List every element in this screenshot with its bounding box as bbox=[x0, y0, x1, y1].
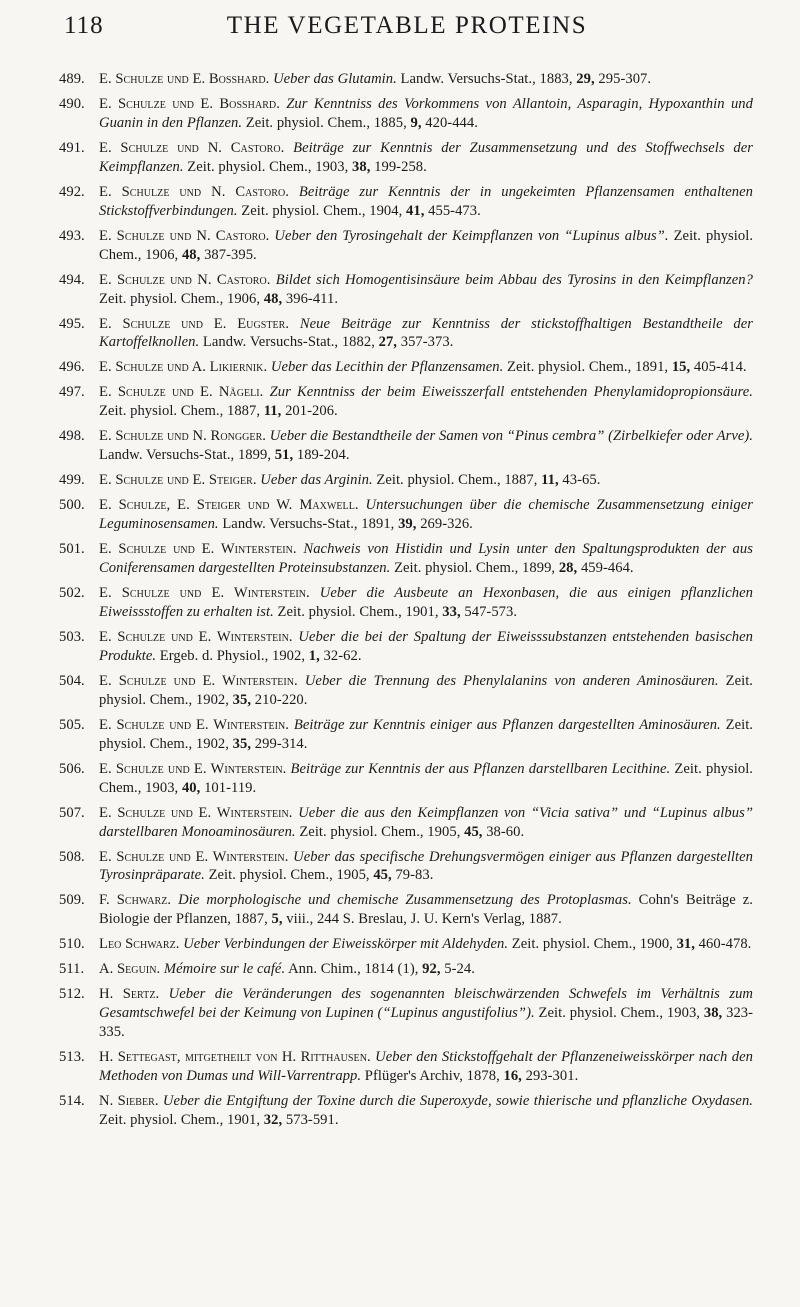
reference-source: Zeit. physiol. Chem., 1887, bbox=[99, 403, 261, 420]
reference-title: Ueber das Glutamin. bbox=[273, 71, 397, 87]
reference-volume: 33, bbox=[442, 603, 461, 620]
reference-source: Zeit. physiol. Chem., 1905, bbox=[299, 823, 461, 840]
reference-entry bbox=[59, 315, 753, 353]
reference-number: 509. bbox=[59, 892, 85, 909]
reference-source: Landw. Versuchs-Stat., 1891, bbox=[222, 516, 395, 533]
reference-source: Zeit. physiol. Chem., 1900, bbox=[511, 936, 673, 953]
reference-pages: 38-60. bbox=[486, 823, 525, 840]
reference-entry bbox=[59, 183, 753, 221]
reference-number: 503. bbox=[59, 628, 85, 645]
reference-title: Ueber den Tyrosingehalt der Keimpflanzen von “Lupinus albus”. bbox=[274, 227, 669, 244]
reference-source: Zeit. physiol. Chem., 1905, bbox=[208, 867, 370, 884]
reference-authors: E. Schulze und E. Winterstein. bbox=[99, 760, 287, 777]
reference-pages: 293-301. bbox=[525, 1068, 579, 1085]
reference-entry bbox=[59, 848, 753, 886]
reference-entry bbox=[59, 891, 753, 929]
reference-authors: E. Schulze und N. Castoro. bbox=[99, 227, 270, 244]
reference-authors: E. Schulze und E. Nägeli. bbox=[99, 384, 264, 401]
reference-entry bbox=[59, 584, 753, 622]
reference-entry bbox=[59, 628, 753, 666]
reference-number: 513. bbox=[59, 1049, 85, 1066]
reference-pages: 420-444. bbox=[425, 114, 478, 131]
reference-entry bbox=[59, 95, 753, 133]
reference-title: Beiträge zur Kenntnis der aus Pflanzen darstellbaren Lecithine. bbox=[290, 760, 671, 777]
reference-volume: 16, bbox=[503, 1068, 522, 1085]
reference-number: 491. bbox=[59, 139, 85, 156]
reference-pages: 201-206. bbox=[285, 403, 338, 420]
reference-list bbox=[59, 70, 753, 1136]
reference-source: Zeit. physiol. Chem., 1904, bbox=[241, 202, 403, 219]
reference-source: Zeit. physiol. Chem., 1901, bbox=[99, 1111, 261, 1128]
reference-title: Ueber die Trennung des Phenylalanins von anderen Aminosäuren. bbox=[304, 672, 719, 689]
reference-title: Ueber das Arginin. bbox=[260, 472, 373, 489]
reference-number: 493. bbox=[59, 227, 85, 244]
reference-authors: E. Schulze und N. Castoro. bbox=[99, 183, 289, 200]
reference-volume: 92, bbox=[422, 961, 441, 978]
reference-number: 490. bbox=[59, 96, 85, 112]
reference-source: Zeit. physiol. Chem., 1887, bbox=[376, 472, 538, 489]
reference-title: Neue Beiträge zur Kenntniss der stickstoffhaltigen Bestandtheile der Kartoffelknollen. bbox=[99, 315, 753, 351]
reference-authors: N. Sieber. bbox=[99, 1093, 159, 1110]
reference-pages: 43-65. bbox=[562, 472, 601, 489]
reference-source: Zeit. physiol. Chem., 1899, bbox=[394, 560, 556, 577]
reference-number: 495. bbox=[59, 315, 85, 332]
reference-entry bbox=[59, 540, 753, 578]
reference-volume: 27, bbox=[378, 334, 398, 351]
reference-title: Untersuchungen über die chemische Zusammensetzung einiger Leguminosensamen. bbox=[99, 497, 753, 533]
reference-number: 492. bbox=[59, 183, 85, 200]
reference-source: Zeit. physiol. Chem., 1902, bbox=[99, 672, 754, 708]
reference-volume: 35, bbox=[232, 691, 252, 708]
reference-entry bbox=[59, 960, 753, 979]
reference-number: 504. bbox=[59, 672, 85, 689]
reference-source: Landw. Versuchs-Stat., 1899, bbox=[99, 447, 272, 464]
reference-title: Bildet sich Homogentisinsäure beim Abbau des Tyrosins in den Keimpflanzen? bbox=[275, 271, 753, 288]
reference-volume: 1, bbox=[308, 647, 320, 664]
reference-pages: 101-119. bbox=[204, 779, 257, 796]
reference-pages: 79-83. bbox=[395, 867, 434, 884]
page-header bbox=[64, 12, 750, 52]
reference-entry bbox=[59, 935, 753, 954]
reference-volume: 38, bbox=[352, 158, 371, 175]
reference-authors: E. Schulze und E. Winterstein. bbox=[99, 716, 289, 733]
reference-number: 502. bbox=[59, 585, 85, 602]
reference-authors: E. Schulze und E. Winterstein. bbox=[99, 848, 289, 865]
reference-number: 497. bbox=[59, 384, 85, 401]
reference-pages: 189-204. bbox=[296, 447, 350, 464]
reference-title: Ueber das specifische Drehungsvermögen einiger aus Pflanzen dargestellten Tyrosinpräparate. bbox=[99, 848, 754, 884]
reference-title: Ueber Verbindungen der Eiweisskörper mit Aldehyden. bbox=[183, 936, 509, 953]
reference-entry bbox=[59, 672, 753, 710]
reference-number: 500. bbox=[59, 497, 85, 514]
reference-source: Zeit. physiol. Chem., 1891, bbox=[507, 359, 669, 376]
reference-entry bbox=[59, 1048, 753, 1086]
reference-volume: 11, bbox=[541, 472, 559, 489]
reference-volume: 31, bbox=[676, 936, 695, 953]
reference-entry bbox=[59, 496, 753, 534]
reference-volume: 39, bbox=[398, 516, 417, 533]
reference-source: Landw. Versuchs-Stat., 1883, bbox=[400, 71, 573, 87]
reference-authors: Leo Schwarz. bbox=[99, 936, 180, 953]
reference-authors: E. Schulze und E. Bosshard. bbox=[99, 96, 280, 112]
reference-entry bbox=[59, 383, 753, 421]
reference-authors: E. Schulze und E. Winterstein. bbox=[99, 585, 310, 602]
reference-authors: F. Schwarz. bbox=[99, 892, 172, 909]
reference-volume: 32, bbox=[263, 1111, 283, 1128]
reference-number: 511. bbox=[59, 961, 85, 978]
reference-source: Zeit. physiol. Chem., 1902, bbox=[99, 716, 754, 752]
reference-title: Ueber die Entgiftung der Toxine durch die Superoxyde, sowie thierische und pflanzliche Oxydasen. bbox=[162, 1093, 753, 1110]
reference-volume: 28, bbox=[558, 560, 578, 577]
reference-pages: 455-473. bbox=[428, 202, 481, 219]
reference-title: Beiträge zur Kenntnis der Zusammensetzung und des Stoffwechsels der Keimpflanzen. bbox=[99, 139, 753, 175]
reference-source: Zeit. physiol. Chem., 1885, bbox=[245, 114, 407, 131]
reference-volume: 45, bbox=[373, 867, 392, 884]
reference-authors: E. Schulze und E. Bosshard. bbox=[99, 71, 270, 87]
reference-volume: 45, bbox=[464, 823, 483, 840]
reference-title: Ueber die Ausbeute an Hexonbasen, die aus einigen pflanzlichen Eiweissstoffen zu erhalten ist. bbox=[99, 585, 753, 620]
page-number: 118 bbox=[64, 12, 104, 39]
reference-volume: 29, bbox=[576, 71, 595, 87]
reference-authors: E. Schulze und N. Castoro. bbox=[99, 139, 285, 156]
reference-number: 494. bbox=[59, 271, 85, 288]
reference-volume: 40, bbox=[181, 779, 201, 796]
reference-pages: 357-373. bbox=[400, 334, 454, 351]
reference-pages: 460-478. bbox=[698, 936, 752, 953]
reference-source: Landw. Versuchs-Stat., 1882, bbox=[202, 334, 375, 351]
reference-entry bbox=[59, 1092, 753, 1130]
reference-title: Ueber den Stickstoffgehalt der Pflanzeneiweisskörper nach den Methoden von Dumas und Will-Varrentrapp. bbox=[99, 1049, 753, 1085]
reference-entry bbox=[59, 227, 753, 265]
reference-pages: 323-335. bbox=[99, 1005, 754, 1041]
reference-pages: 295-307. bbox=[598, 71, 652, 87]
reference-number: 489. bbox=[59, 71, 85, 87]
reference-pages: 405-414. bbox=[693, 359, 747, 376]
reference-entry bbox=[59, 427, 753, 465]
reference-number: 501. bbox=[59, 541, 85, 558]
reference-title: Ueber die Veränderungen des sogenannten bleischwärzenden Schwefels im Verhältnis zum Gesamtschwefel bei der Keimung von Lupinen (“Lupinus angustifolius”). bbox=[99, 986, 754, 1022]
reference-title: Zur Kenntniss des Vorkommens von Allantoin, Asparagin, Hypoxanthin und Guanin in den Pflanzen. bbox=[99, 96, 753, 131]
reference-pages: 5-24. bbox=[444, 961, 475, 978]
reference-volume: 35, bbox=[232, 735, 252, 752]
reference-pages: viii., 244 S. Breslau, J. U. Kern's Verlag, 1887. bbox=[286, 911, 562, 928]
reference-title: Die morphologische und chemische Zusammensetzung des Protoplasmas. bbox=[178, 892, 632, 909]
reference-volume: 15, bbox=[671, 359, 691, 376]
reference-authors: E. Schulze und N. Castoro. bbox=[99, 271, 271, 288]
reference-authors: E. Schulze und E. Winterstein. bbox=[99, 804, 293, 821]
reference-entry bbox=[59, 804, 753, 842]
reference-title: Ueber die Bestandtheile der Samen von “Pinus cembra” (Zirbelkiefer oder Arve). bbox=[269, 428, 753, 445]
reference-source: Zeit. physiol. Chem., 1903, bbox=[538, 1005, 700, 1022]
reference-source: Pflüger's Archiv, 1878, bbox=[364, 1068, 500, 1085]
reference-authors: H. Settegast, mitgetheilt von H. Ritthausen. bbox=[99, 1049, 371, 1066]
reference-number: 507. bbox=[59, 804, 85, 821]
reference-pages: 459-464. bbox=[580, 560, 634, 577]
reference-pages: 269-326. bbox=[420, 516, 473, 533]
reference-pages: 199-258. bbox=[374, 158, 427, 175]
reference-title: Ueber das Lecithin der Pflanzensamen. bbox=[270, 359, 504, 376]
reference-volume: 48, bbox=[263, 290, 283, 307]
reference-pages: 547-573. bbox=[464, 603, 518, 620]
reference-pages: 387-395. bbox=[204, 246, 257, 263]
reference-entry bbox=[59, 358, 753, 377]
reference-title: Beiträge zur Kenntnis der in ungekeimten Pflanzensamen enthaltenen Stickstoffverbindungen. bbox=[99, 183, 753, 219]
reference-authors: E. Schulze, E. Steiger und W. Maxwell. bbox=[99, 497, 359, 514]
reference-source: Cohn's Beiträge z. Biologie der Pflanzen, 1887, bbox=[99, 892, 753, 928]
reference-source: Zeit. physiol. Chem., 1901, bbox=[277, 603, 439, 620]
reference-number: 512. bbox=[59, 986, 85, 1003]
reference-source: Zeit. physiol. Chem., 1903, bbox=[187, 158, 349, 175]
reference-authors: A. Seguin. bbox=[99, 961, 161, 978]
reference-number: 508. bbox=[59, 848, 85, 865]
reference-authors: E. Schulze und E. Eugster. bbox=[99, 315, 290, 332]
reference-entry bbox=[59, 139, 753, 177]
reference-title: Mémoire sur le café. bbox=[163, 961, 286, 978]
reference-number: 496. bbox=[59, 359, 85, 376]
reference-number: 505. bbox=[59, 716, 85, 733]
reference-number: 510. bbox=[59, 936, 85, 953]
reference-volume: 48, bbox=[181, 246, 201, 263]
reference-entry bbox=[59, 70, 753, 89]
reference-pages: 299-314. bbox=[254, 735, 308, 752]
reference-number: 498. bbox=[59, 428, 85, 445]
reference-volume: 5, bbox=[271, 911, 283, 928]
reference-entry bbox=[59, 716, 753, 754]
reference-pages: 573-591. bbox=[285, 1111, 339, 1128]
reference-source: Ann. Chim., 1814 (1), bbox=[288, 961, 419, 978]
reference-volume: 38, bbox=[703, 1005, 723, 1022]
reference-authors: E. Schulze und E. Winterstein. bbox=[99, 541, 297, 558]
reference-source: Zeit. physiol. Chem., 1906, bbox=[99, 290, 261, 307]
reference-pages: 210-220. bbox=[254, 691, 308, 708]
reference-volume: 51, bbox=[274, 447, 294, 464]
reference-pages: 396-411. bbox=[285, 290, 339, 307]
reference-title: Ueber die bei der Spaltung der Eiweisssubstanzen entstehenden basischen Produkte. bbox=[99, 628, 753, 664]
reference-volume: 11, bbox=[263, 403, 282, 420]
reference-title: Beiträge zur Kenntnis einiger aus Pflanzen dargestellten Aminosäuren. bbox=[293, 716, 721, 733]
reference-entry bbox=[59, 985, 753, 1042]
reference-volume: 41, bbox=[406, 202, 425, 219]
reference-title: Zur Kenntniss der beim Eiweisszerfall entstehenden Phenylamidopropionsäure. bbox=[269, 384, 753, 401]
running-head: THE VEGETABLE PROTEINS bbox=[226, 12, 588, 39]
reference-authors: E. Schulze und E. Winterstein. bbox=[99, 628, 293, 645]
reference-number: 506. bbox=[59, 760, 85, 777]
reference-title: Ueber die aus den Keimpflanzen von “Vicia sativa” und “Lupinus albus” darstellbaren Monoaminosäuren. bbox=[99, 804, 753, 840]
reference-source: Ergeb. d. Physiol., 1902, bbox=[159, 647, 306, 664]
reference-source: Zeit. physiol. Chem., 1906, bbox=[99, 227, 754, 263]
reference-number: 514. bbox=[59, 1093, 85, 1110]
reference-entry bbox=[59, 271, 753, 309]
reference-number: 499. bbox=[59, 472, 85, 489]
reference-entry bbox=[59, 471, 753, 490]
reference-authors: E. Schulze und N. Rongger. bbox=[99, 428, 266, 445]
reference-volume: 9, bbox=[410, 114, 422, 131]
reference-entry bbox=[59, 760, 753, 798]
reference-authors: E. Schulze und E. Steiger. bbox=[99, 472, 257, 489]
reference-source: Zeit. physiol. Chem., 1903, bbox=[99, 760, 753, 796]
reference-title: Nachweis von Histidin und Lysin unter den Spaltungsprodukten der aus Coniferensamen dargestellten Proteinsubstanzen. bbox=[99, 541, 753, 577]
reference-pages: 32-62. bbox=[323, 647, 362, 664]
reference-authors: E. Schulze und A. Likiernik. bbox=[99, 359, 268, 376]
reference-authors: H. Sertz. bbox=[99, 986, 160, 1003]
reference-authors: E. Schulze und E. Winterstein. bbox=[99, 672, 298, 689]
